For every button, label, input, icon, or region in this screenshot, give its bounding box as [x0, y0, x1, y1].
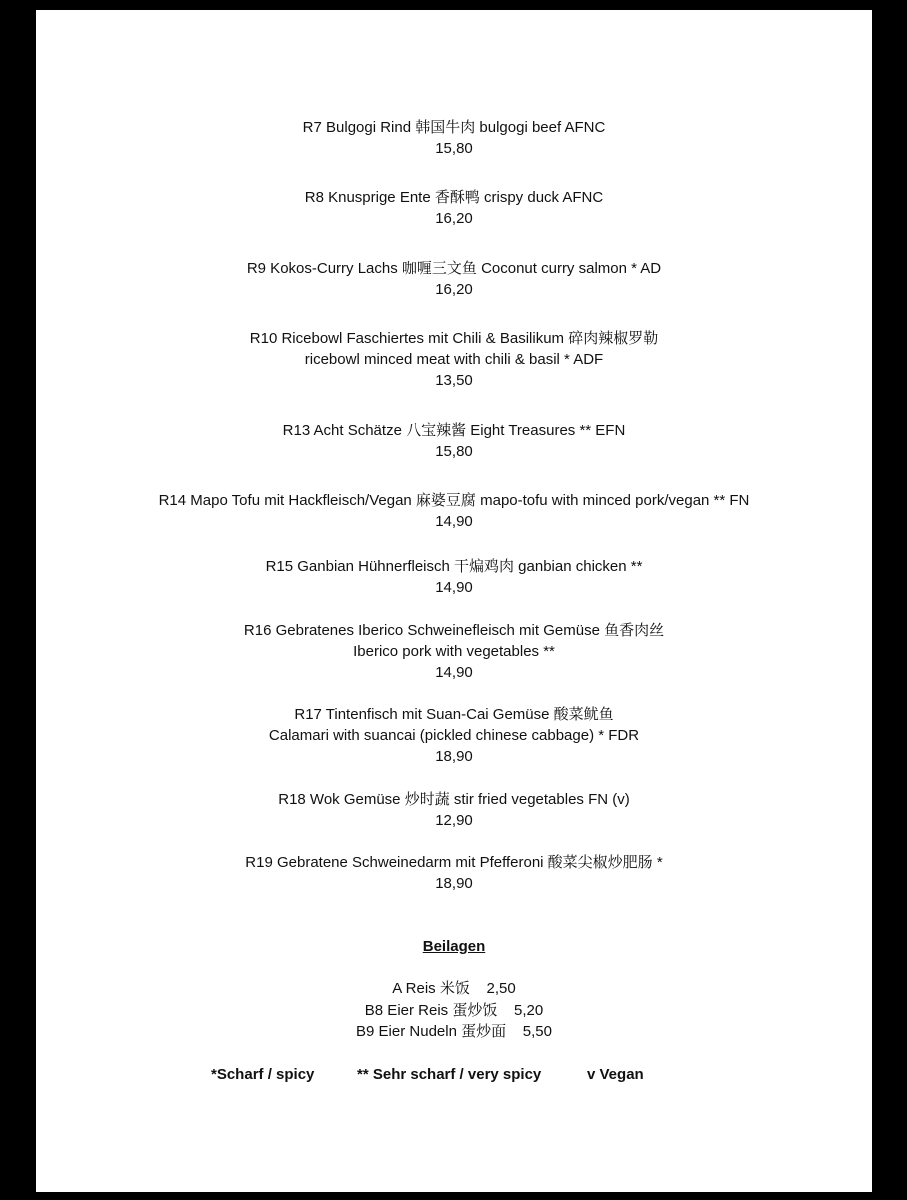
item-price: 16,20: [435, 281, 473, 298]
item-name: R14 Mapo Tofu mit Hackfleisch/Vegan 麻婆豆腐 mapo-tofu with minced pork/vegan ** FN: [158, 492, 750, 509]
item-price: 12,90: [435, 812, 473, 829]
item-name: R16 Gebratenes Iberico Schweinefleisch mit Gemüse 鱼香肉丝: [243, 622, 665, 639]
item-name: R18 Wok Gemüse 炒时蔬 stir fried vegetables FN (v): [278, 791, 630, 808]
item-name: R19 Gebratene Schweinedarm mit Pfefferoni 酸菜尖椒炒肥肠 *: [245, 854, 663, 871]
side-item: A Reis 米饭 2,50: [392, 980, 516, 997]
sides-list: [36, 978, 872, 1043]
menu-item: [36, 704, 872, 767]
legend-very-spicy: ** Sehr scharf / very spicy: [357, 1066, 542, 1083]
item-name: R9 Kokos-Curry Lachs 咖喱三文鱼 Coconut curry salmon * AD: [246, 260, 662, 277]
item-price: 18,90: [435, 875, 473, 892]
menu-item: [36, 328, 872, 391]
item-price: 18,90: [435, 748, 473, 765]
menu-item: [36, 852, 872, 894]
sides-heading: Beilagen: [422, 938, 486, 955]
item-price: 13,50: [435, 372, 473, 389]
item-name: R15 Ganbian Hühnerfleisch 干煸鸡肉 ganbian chicken **: [265, 558, 643, 575]
menu-item: [36, 620, 872, 683]
item-name-english: Calamari with suancai (pickled chinese cabbage) * FDR: [268, 727, 640, 744]
legend-spicy: *Scharf / spicy: [211, 1066, 315, 1083]
menu-item: [36, 258, 872, 300]
item-name: R7 Bulgogi Rind 韩国牛肉 bulgogi beef AFNC: [302, 119, 606, 136]
item-name: R13 Acht Schätze 八宝辣酱 Eight Treasures ** EFN: [282, 422, 626, 439]
legend-vegan: v Vegan: [587, 1066, 644, 1083]
menu-item: [36, 420, 872, 462]
item-price: 15,80: [435, 443, 473, 460]
item-name: R8 Knusprige Ente 香酥鸭 crispy duck AFNC: [304, 189, 604, 206]
menu-item: [36, 117, 872, 159]
item-name: R17 Tintenfisch mit Suan-Cai Gemüse 酸菜鱿鱼: [294, 706, 614, 723]
item-price: 15,80: [435, 140, 473, 157]
item-name: R10 Ricebowl Faschiertes mit Chili & Basilikum 碎肉辣椒罗勒: [249, 330, 659, 347]
side-item: B9 Eier Nudeln 蛋炒面 5,50: [356, 1023, 552, 1040]
item-name-english: ricebowl minced meat with chili & basil * ADF: [304, 351, 604, 368]
item-price: 14,90: [435, 579, 473, 596]
menu-item: [36, 556, 872, 598]
item-price: 16,20: [435, 210, 473, 227]
item-name-english: Iberico pork with vegetables **: [353, 643, 555, 660]
menu-item: [36, 187, 872, 229]
menu-item: [36, 789, 872, 831]
item-price: 14,90: [435, 513, 473, 530]
item-price: 14,90: [435, 664, 473, 681]
menu-page: [36, 10, 872, 1192]
side-item: B8 Eier Reis 蛋炒饭 5,20: [364, 1001, 544, 1019]
menu-item: [36, 490, 872, 532]
